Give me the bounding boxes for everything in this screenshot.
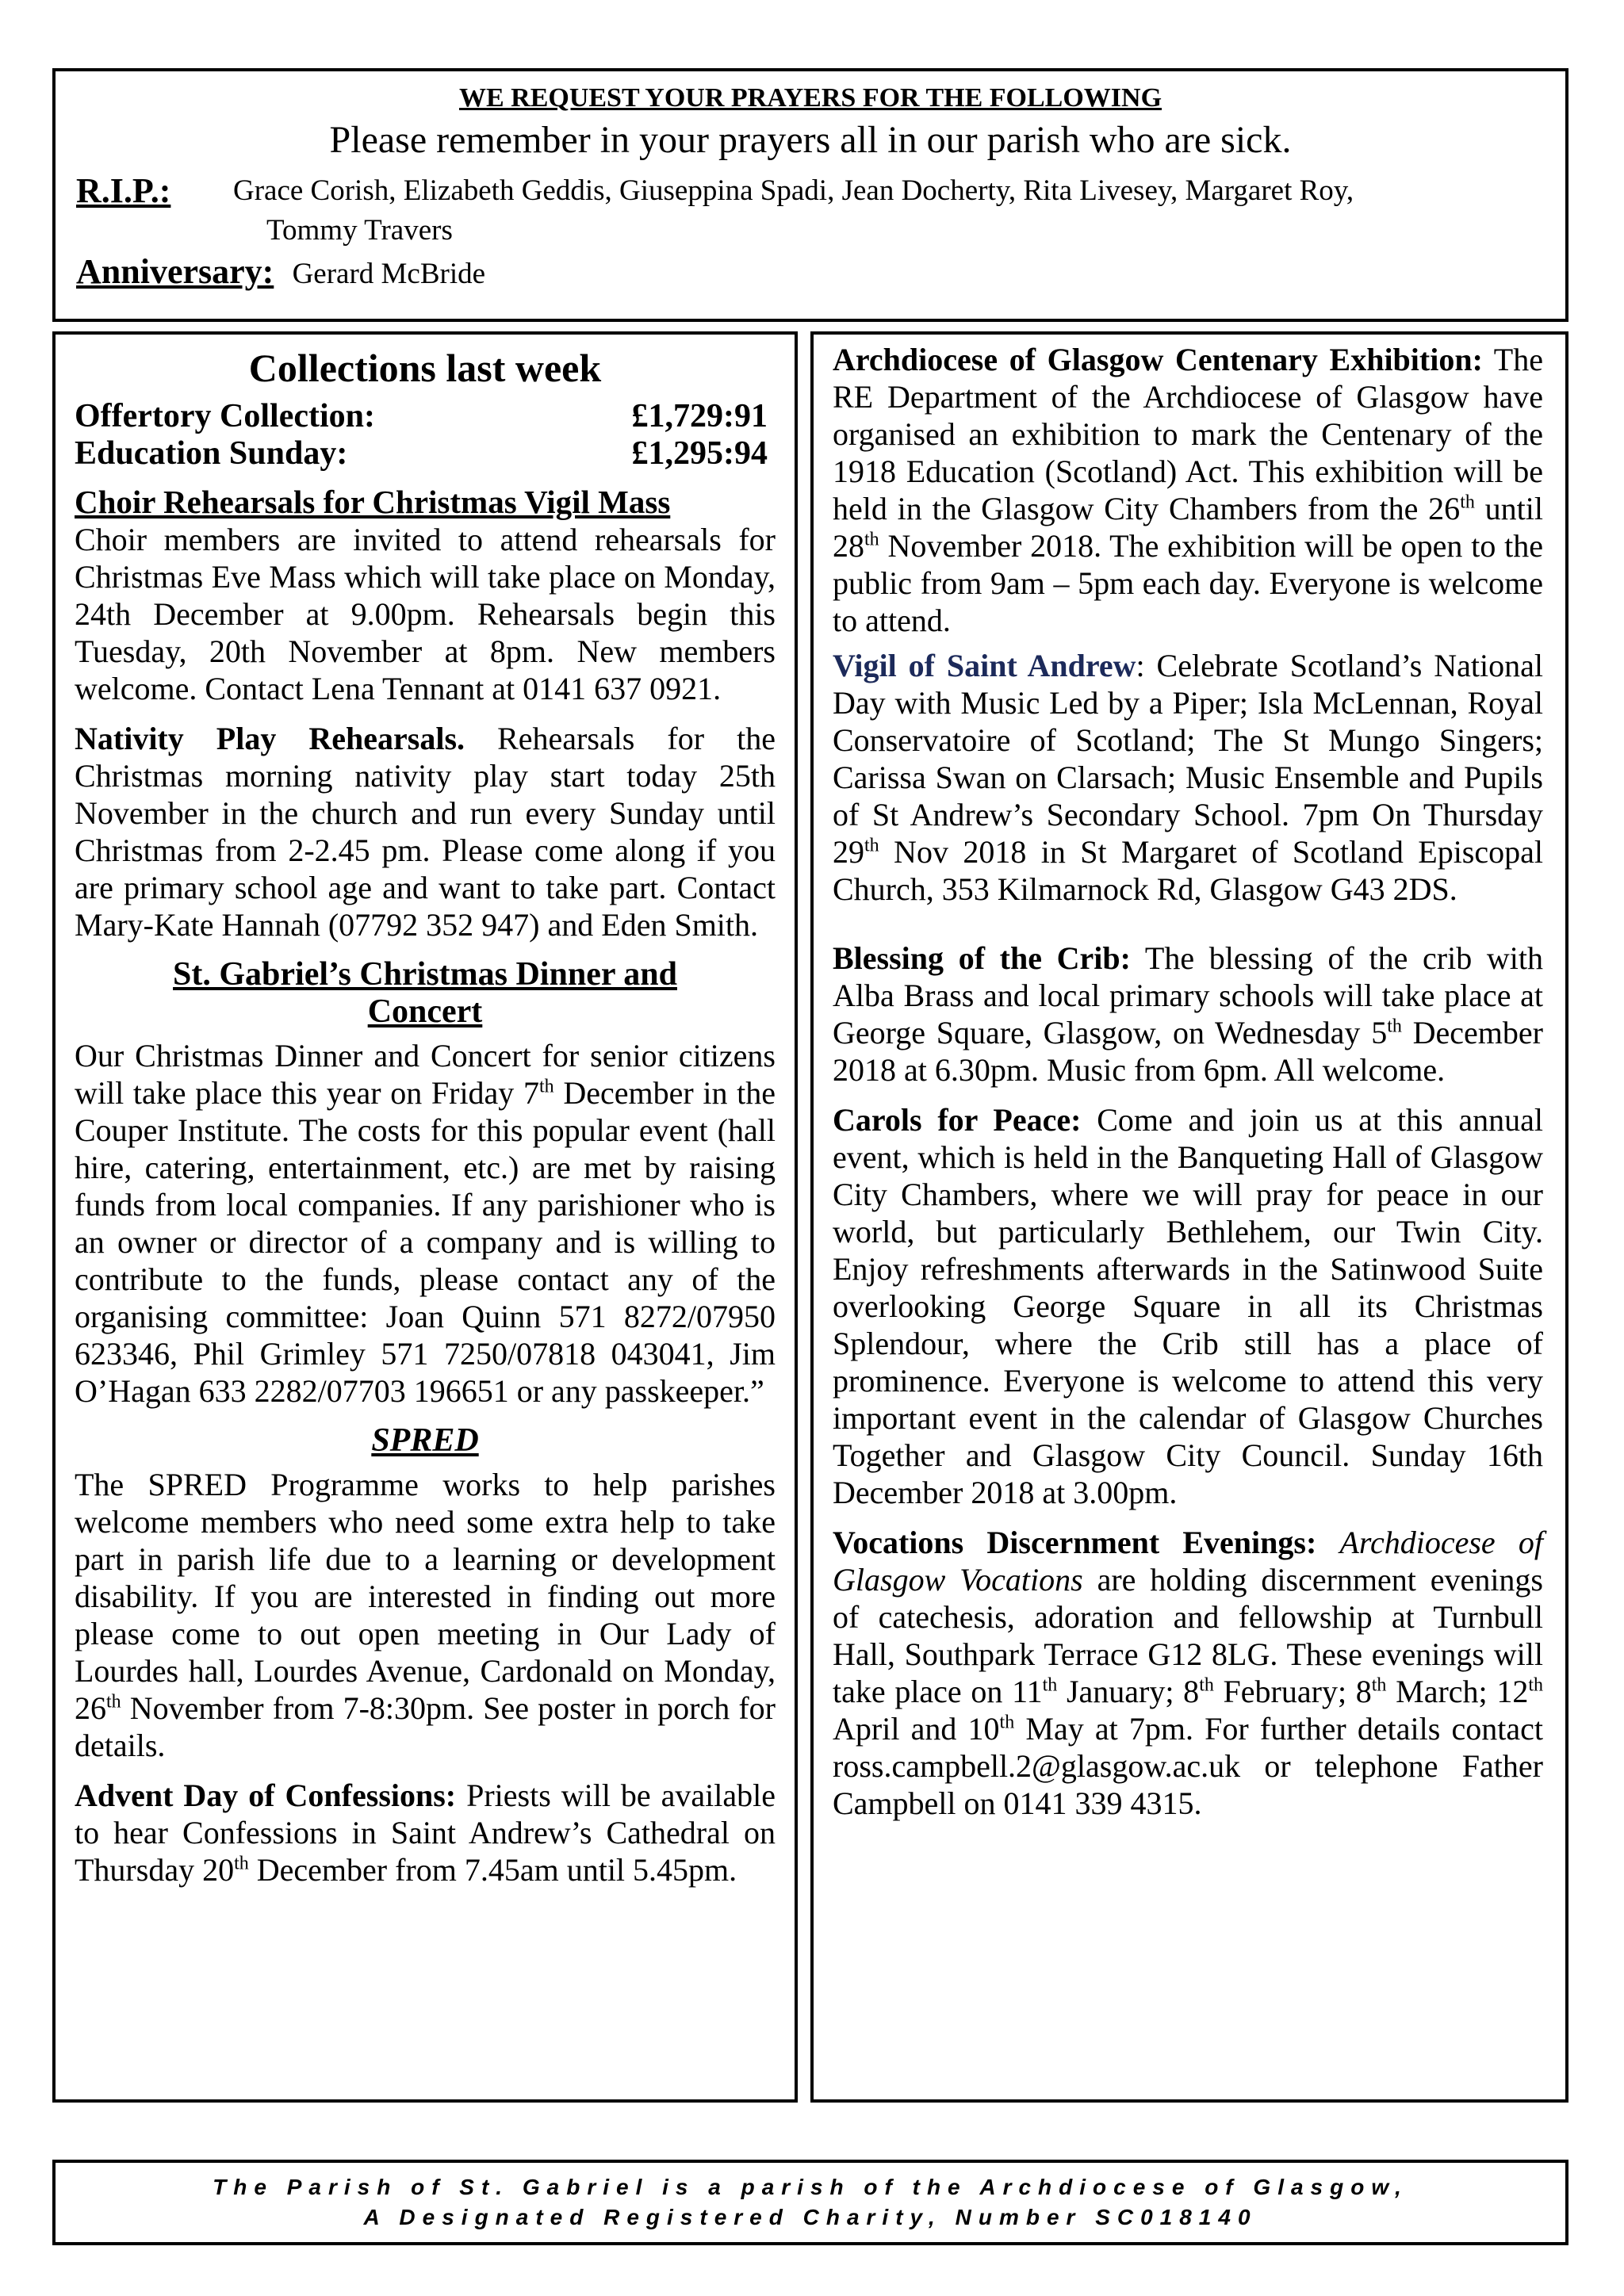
footer-line1: The Parish of St. Gabriel is a parish of the Archdiocese of Glasgow, bbox=[213, 2175, 1408, 2199]
carols-paragraph bbox=[833, 1101, 1543, 1511]
crib-title: Blessing of the Crib: bbox=[833, 940, 1131, 976]
rip-names-line2: Tommy Travers bbox=[266, 214, 453, 247]
vocations-body-a: are holding discernment evenings of catechesis, adoration and fellowship at Turnbull Hall, Southpark Terrace G12 8LG. These evenings will take place on 11 bbox=[833, 1562, 1543, 1709]
dinner-body-b: December in the Couper Institute. The costs for this popular event (hall hire, catering, entertainment, etc.) are met by raising funds from local companies. If any parishioner who is an owner or director of a company and is willing to contribute to the funds, please contact any of the organising committee: Joan Quinn 571 8272/07950 623346, Phil Grimley 571 7250/07818 043041, Jim O’Hagan 633 2282/07703 196651 or any passkeeper.” bbox=[75, 1075, 776, 1409]
vocations-sup4: th bbox=[1528, 1674, 1544, 1696]
crib-paragraph bbox=[833, 939, 1543, 1089]
offertory-row bbox=[75, 398, 776, 435]
vigil-paragraph bbox=[833, 647, 1543, 908]
vigil-body-a: : Celebrate Scotland’s National Day with Music Led by a Piper; Isla McLennan, Royal Conservatoire of Scotland; The St Mungo Singers; Carissa Swan on Clarsach; Music Ensemble and Pupils of St Andrew’s Secondary School. 7pm On Thursday 29 bbox=[833, 648, 1543, 870]
choir-body: Choir members are invited to attend rehearsals for Christmas Eve Mass which will take place on Monday, 24th December at 9.00pm. Rehearsals begin this Tuesday, 20th November at 8pm. New members welcome. Contact Lena Tennant at 0141 637 0921. bbox=[75, 522, 776, 706]
left-column bbox=[52, 331, 798, 2103]
vocations-title: Vocations Discernment Evenings: bbox=[833, 1525, 1317, 1560]
choir-title: Choir Rehearsals for Christmas Vigil Mass bbox=[75, 484, 671, 520]
rip-names-line1: Grace Corish, Elizabeth Geddis, Giuseppina Spadi, Jean Docherty, Rita Livesey, Margaret Roy, bbox=[233, 174, 1354, 207]
advent-paragraph bbox=[75, 1777, 776, 1888]
vocations-italic: Archdiocese of Glasgow Vocations bbox=[833, 1525, 1543, 1598]
vocations-body-f: May at 7pm. For further details contact ross.campbell.2@glasgow.ac.uk or telephone Father Campbell on 0141 339 4315. bbox=[833, 1711, 1543, 1821]
dinner-body-a: Our Christmas Dinner and Concert for senior citizens will take place this year on Friday 7 bbox=[75, 1038, 776, 1111]
nativity-paragraph bbox=[75, 720, 776, 943]
vocations-body-b: January; 8 bbox=[1057, 1674, 1200, 1709]
education-value: £1,295:94 bbox=[631, 435, 768, 472]
spred-title: SPRED bbox=[371, 1422, 479, 1459]
advent-sup: th bbox=[234, 1853, 249, 1874]
right-column bbox=[810, 331, 1568, 2103]
collections-title: Collections last week bbox=[248, 346, 602, 390]
exhibition-paragraph bbox=[833, 341, 1543, 639]
anniversary-label: Anniversary: bbox=[76, 252, 274, 291]
rip-label: R.I.P.: bbox=[76, 171, 171, 210]
education-label: Education Sunday: bbox=[75, 435, 348, 472]
spred-paragraph bbox=[75, 1466, 776, 1764]
vigil-sup: th bbox=[864, 835, 879, 856]
advent-body-b: December from 7.45am until 5.45pm. bbox=[248, 1852, 737, 1888]
nativity-body: Rehearsals for the Christmas morning nativity play start today 25th November in the church and run every Sunday until Christmas from 2-2.45 pm. Please come along if you are primary school age and want to take part. Contact Mary-Kate Hannah (07792 352 947) and Eden Smith. bbox=[75, 721, 776, 943]
dinner-sup: th bbox=[538, 1076, 554, 1097]
rip-names bbox=[233, 171, 1545, 251]
exhibition-body-c: November 2018. The exhibition will be open to the public from 9am – 5pm each day. Everyone is welcome to attend. bbox=[833, 528, 1543, 638]
exhibition-body-a: The RE Department of the Archdiocese of Glasgow have organised an exhibition to mark the Centenary of the 1918 Education (Scotland) Act. This exhibition will be held in the Glasgow City Chambers from the 26 bbox=[833, 342, 1543, 526]
vocations-sup1: th bbox=[1042, 1674, 1058, 1696]
vocations-body-e: April and 10 bbox=[833, 1711, 1000, 1747]
anniversary-row bbox=[76, 252, 1545, 294]
spred-body-a: The SPRED Programme works to help parishes welcome members who need some extra help to take part in parish life due to a learning or development disability. If you are interested in finding out more please come to out open meeting in Our Lady of Lourdes hall, Lourdes Avenue, Cardonald on Monday, 26 bbox=[75, 1467, 776, 1726]
exhibition-sup1: th bbox=[1460, 492, 1475, 513]
offertory-value: £1,729:91 bbox=[631, 398, 768, 434]
education-row bbox=[75, 435, 776, 473]
crib-body-b: December 2018 at 6.30pm. Music from 6pm. All welcome. bbox=[833, 1015, 1543, 1088]
vocations-body-d: March; 12 bbox=[1386, 1674, 1529, 1709]
prayers-box bbox=[52, 68, 1568, 322]
vigil-body-b: Nov 2018 in St Margaret of Scotland Episcopal Church, 353 Kilmarnock Rd, Glasgow G43 2DS. bbox=[833, 834, 1543, 907]
footer-box bbox=[52, 2160, 1568, 2245]
footer-line2: A Designated Registered Charity, Number SC018140 bbox=[363, 2205, 1258, 2229]
prayers-remember-text: Please remember in your prayers all in our parish who are sick. bbox=[329, 119, 1292, 161]
exhibition-title: Archdiocese of Glasgow Centenary Exhibition: bbox=[833, 342, 1483, 377]
rip-row bbox=[76, 171, 1545, 251]
prayers-heading: WE REQUEST YOUR PRAYERS FOR THE FOLLOWING bbox=[458, 83, 1162, 113]
carols-body: Come and join us at this annual event, which is held in the Banqueting Hall of Glasgow City Chambers, where we will pray for peace in our world, but particularly Bethlehem, our Twin City. Enjoy refreshments afterwards in the Satinwood Suite overlooking George Square in all its Christmas Splendour, where the Crib still has a place of prominence. Everyone is welcome to attend this very important event in the calendar of Glasgow Churches Together and Glasgow City Council. Sunday 16th December 2018 at 3.00pm. bbox=[833, 1102, 1544, 1510]
dinner-title: St. Gabriel’s Christmas Dinner and Concert bbox=[173, 956, 677, 1030]
vocations-sup2: th bbox=[1199, 1674, 1214, 1696]
offertory-label: Offertory Collection: bbox=[75, 398, 376, 434]
vigil-title: Vigil of Saint Andrew bbox=[833, 648, 1136, 683]
vocations-sup5: th bbox=[999, 1712, 1015, 1733]
nativity-title: Nativity Play Rehearsals. bbox=[75, 721, 465, 756]
vocations-paragraph bbox=[833, 1524, 1543, 1822]
vocations-sup3: th bbox=[1371, 1674, 1387, 1696]
spred-body-b: November from 7-8:30pm. See poster in porch for details. bbox=[75, 1690, 776, 1763]
advent-body-a: Priests will be available to hear Confessions in Saint Andrew’s Cathedral on Thursday 20 bbox=[75, 1777, 776, 1888]
exhibition-sup2: th bbox=[864, 529, 879, 550]
carols-title: Carols for Peace: bbox=[833, 1102, 1082, 1138]
anniversary-names: Gerard McBride bbox=[292, 258, 486, 290]
advent-title: Advent Day of Confessions: bbox=[75, 1777, 457, 1813]
dinner-paragraph bbox=[75, 1037, 776, 1410]
crib-sup: th bbox=[1387, 1016, 1402, 1037]
crib-body-a: The blessing of the crib with Alba Brass and local primary schools will take place at George Square, Glasgow, on Wednesday 5 bbox=[833, 940, 1543, 1050]
exhibition-body-b: until 28 bbox=[833, 491, 1543, 564]
vocations-body-c: February; 8 bbox=[1213, 1674, 1372, 1709]
spred-sup: th bbox=[106, 1691, 121, 1712]
